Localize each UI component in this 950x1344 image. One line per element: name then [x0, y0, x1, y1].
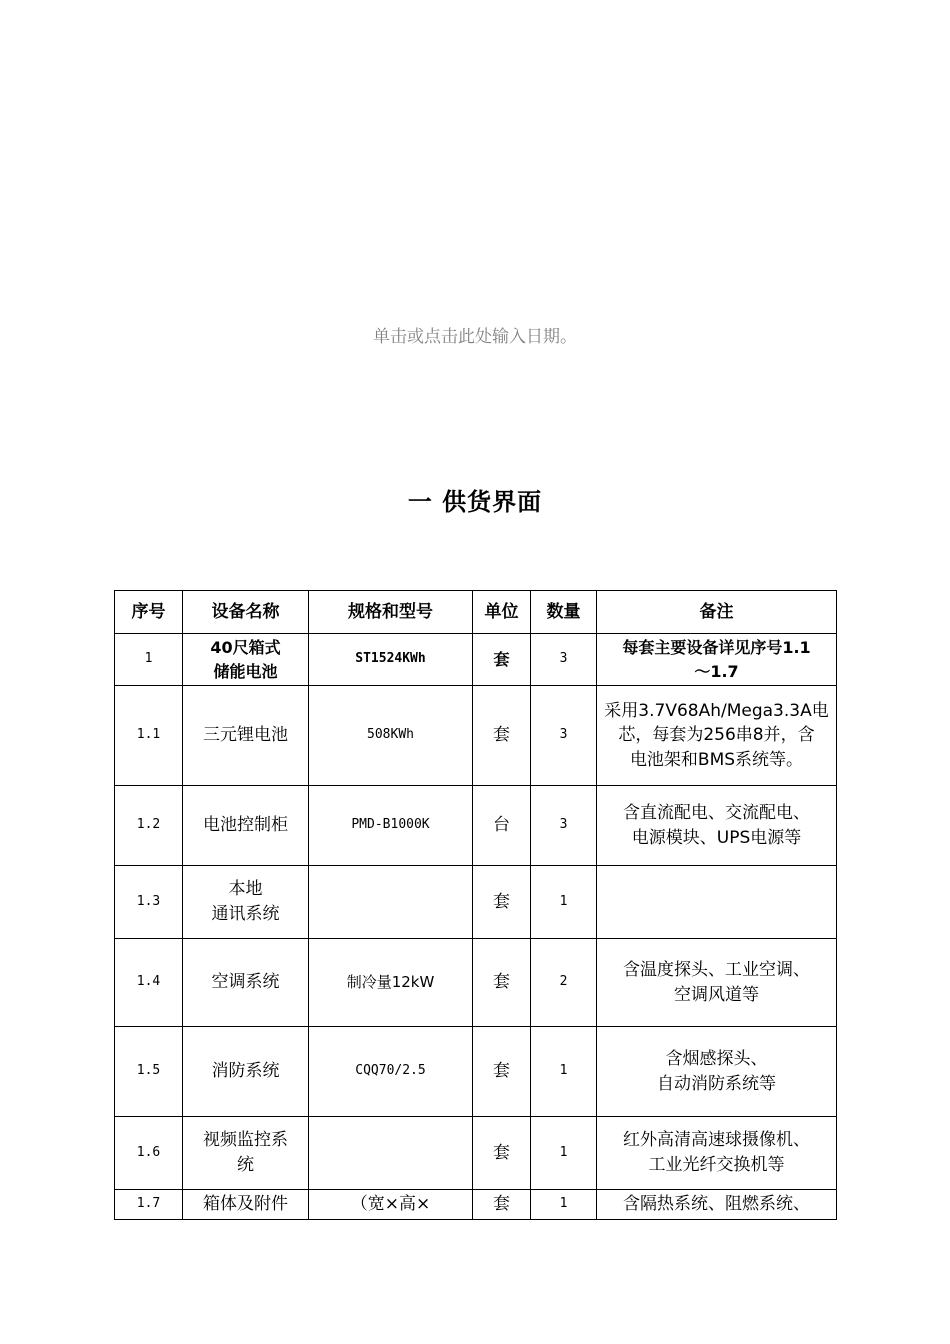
cell-name [183, 1117, 309, 1190]
cell-qty: 1 [531, 1190, 597, 1220]
header-unit: 单位 [473, 591, 531, 634]
cell-unit: 套 [473, 634, 531, 686]
header-name: 设备名称 [183, 591, 309, 634]
cell-remark [597, 1117, 837, 1190]
cell-remark-line: 空调风道等 [674, 984, 759, 1005]
table-row [115, 1117, 837, 1190]
header-no: 序号 [115, 591, 183, 634]
cell-remark-line: 工业光纤交换机等 [648, 1155, 785, 1175]
cell-name-line: 本地 [228, 879, 263, 900]
header-qty: 数量 [531, 591, 597, 634]
cell-name [183, 939, 309, 1027]
cell-qty: 1 [531, 1027, 597, 1117]
table-row [115, 1190, 837, 1220]
cell-spec: PMD-B1000K [309, 786, 473, 866]
table-row [115, 866, 837, 939]
cell-name-line: 三元锂电池 [203, 725, 288, 746]
cell-qty: 3 [531, 634, 597, 686]
cell-unit: 台 [473, 786, 531, 866]
cell-name [183, 634, 309, 686]
cell-name-line: 电池控制柜 [203, 815, 288, 836]
cell-name-line: 储能电池 [213, 661, 278, 681]
cell-spec: ST1524KWh [309, 634, 473, 686]
cell-remark [597, 866, 837, 939]
cell-name-line: 视频监控系 [203, 1130, 288, 1151]
cell-spec: （宽×高× [309, 1190, 473, 1220]
cell-spec: 制冷量12kW [309, 939, 473, 1027]
cell-remark [597, 686, 837, 786]
cell-no: 1.6 [115, 1117, 183, 1190]
cell-name [183, 1027, 309, 1117]
cell-qty: 1 [531, 1117, 597, 1190]
cell-remark-line: 每套主要设备详见序号1.1 [622, 638, 811, 658]
cell-remark-line: 芯，每套为256串8并，含 [618, 725, 815, 746]
table-row [115, 1027, 837, 1117]
header-remark: 备注 [597, 591, 837, 634]
cell-remark-line: 电池架和BMS系统等。 [629, 749, 804, 770]
cell-remark-line: 自动消防系统等 [657, 1073, 776, 1094]
cell-no: 1.3 [115, 866, 183, 939]
cell-name-line: 统 [237, 1155, 254, 1175]
header-spec: 规格和型号 [309, 591, 473, 634]
cell-no: 1.7 [115, 1190, 183, 1220]
cell-unit: 套 [473, 939, 531, 1027]
cell-no: 1.5 [115, 1027, 183, 1117]
cell-no: 1.4 [115, 939, 183, 1027]
cell-no: 1.2 [115, 786, 183, 866]
cell-qty: 3 [531, 786, 597, 866]
cell-remark [597, 939, 837, 1027]
cell-remark [597, 1027, 837, 1117]
cell-name-line: 箱体及附件 [203, 1194, 288, 1214]
cell-remark [597, 634, 837, 686]
cell-remark-line: ～1.7 [694, 661, 739, 681]
cell-name-line: 消防系统 [211, 1061, 280, 1082]
cell-no: 1.1 [115, 686, 183, 786]
cell-remark [597, 786, 837, 866]
table-header-row [115, 591, 837, 634]
cell-unit: 套 [473, 686, 531, 786]
cell-name [183, 686, 309, 786]
cell-no: 1 [115, 634, 183, 686]
cell-unit: 套 [473, 1190, 531, 1220]
table-row [115, 939, 837, 1027]
cell-unit: 套 [473, 1117, 531, 1190]
cell-spec [309, 1117, 473, 1190]
cell-remark [597, 1190, 837, 1220]
section-title: 一 供货界面 [407, 488, 543, 516]
supply-table [114, 590, 837, 1220]
cell-qty: 1 [531, 866, 597, 939]
table-row [115, 686, 837, 786]
cell-name [183, 786, 309, 866]
cell-remark-line: 含直流配电、交流配电、 [623, 802, 810, 823]
table-row [115, 786, 837, 866]
cell-remark-line: 红外高清高速球摄像机、 [623, 1130, 810, 1151]
cell-qty: 2 [531, 939, 597, 1027]
cell-remark-line: 含温度探头、工业空调、 [623, 959, 810, 980]
cell-name-line: 通讯系统 [211, 904, 280, 924]
cell-remark-line: 采用3.7V68Ah/Mega3.3A电 [604, 700, 829, 721]
cell-name-line: 空调系统 [211, 972, 280, 993]
cell-remark-line: 含隔热系统、阻燃系统、 [623, 1194, 810, 1214]
cell-remark-line: 含烟感探头、 [665, 1048, 768, 1069]
cell-spec [309, 866, 473, 939]
cell-name-line: 40尺箱式 [210, 638, 281, 658]
date-placeholder-field[interactable]: 单击或点击此处输入日期。 [373, 327, 577, 347]
cell-spec: 508KWh [309, 686, 473, 786]
cell-remark-line: 电源模块、UPS电源等 [631, 827, 802, 848]
cell-qty: 3 [531, 686, 597, 786]
cell-unit: 套 [473, 1027, 531, 1117]
cell-unit: 套 [473, 866, 531, 939]
cell-name [183, 1190, 309, 1220]
cell-spec: CQQ70/2.5 [309, 1027, 473, 1117]
cell-name [183, 866, 309, 939]
table-row [115, 634, 837, 686]
